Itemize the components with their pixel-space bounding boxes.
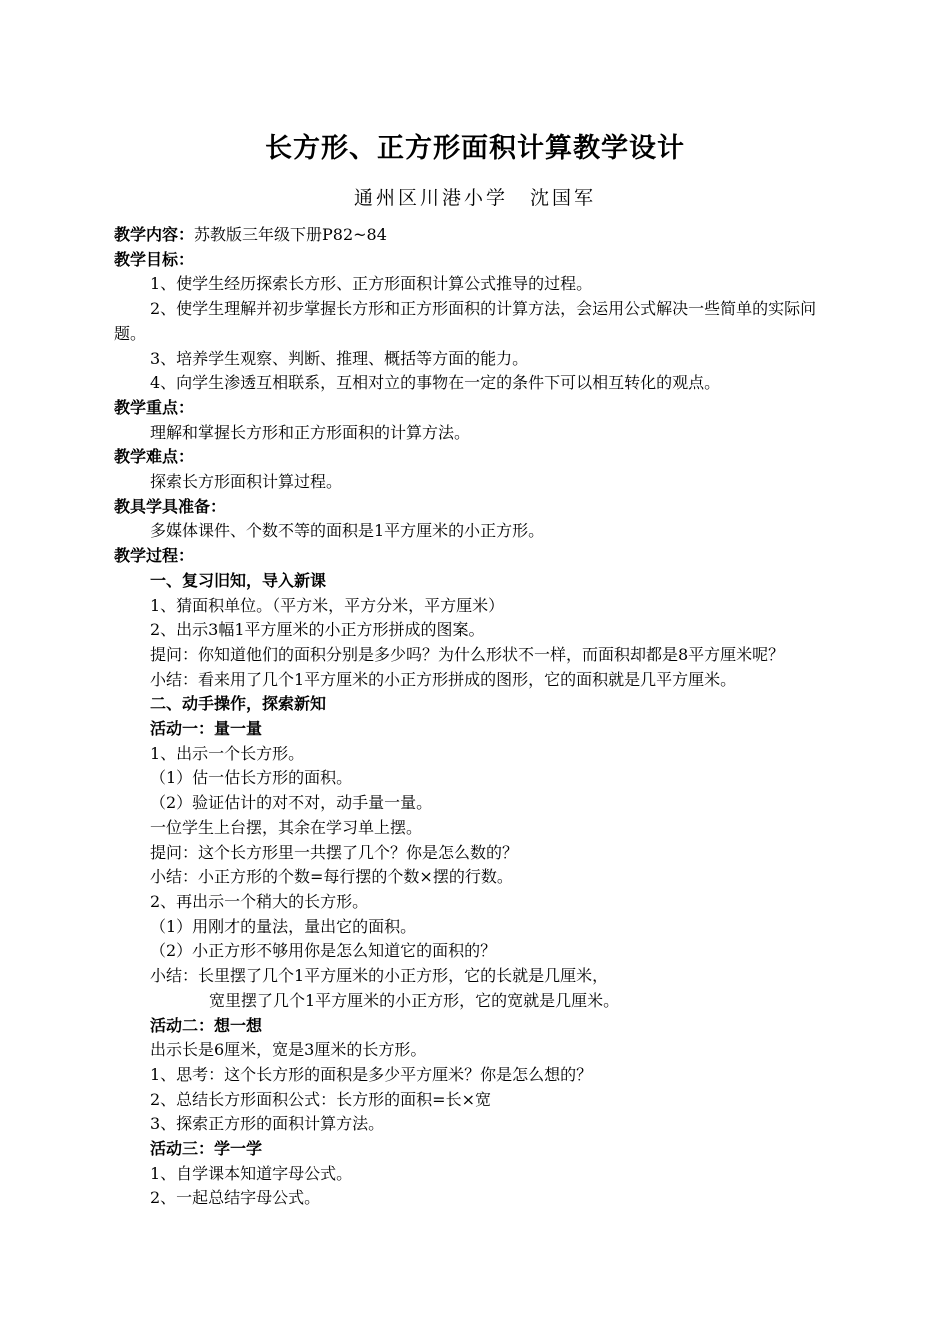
goal-item: 4、向学生渗透互相联系，互相对立的事物在一定的条件下可以相互转化的观点。	[150, 373, 721, 393]
section-1-question: 提问：你知道他们的面积分别是多少吗？为什么形状不一样，而面积却都是8平方厘米呢？	[150, 644, 785, 664]
activity-2-line: 2、总结长方形面积公式：长方形的面积=长×宽	[150, 1089, 491, 1109]
section-1-summary: 小结：看来用了几个1平方厘米的小正方形拼成的图形，它的面积就是几平方厘米。	[150, 669, 737, 689]
author-line: 通州区川港小学 沈国军	[353, 187, 596, 209]
document-title: 长方形、正方形面积计算教学设计	[265, 133, 685, 164]
materials-label: 教具学具准备：	[114, 496, 227, 516]
key-point-text: 理解和掌握长方形和正方形面积的计算方法。	[150, 422, 471, 442]
activity-3-title: 活动三：学一学	[150, 1139, 263, 1159]
activity-1-line: 一位学生上台摆，其余在学习单上摆。	[150, 817, 423, 837]
goal-item: 3、培养学生观察、判断、推理、概括等方面的能力。	[150, 348, 529, 368]
activity-1-line: （2）小正方形不够用你是怎么知道它的面积的？	[150, 941, 497, 961]
activity-2-title: 活动二：想一想	[150, 1015, 263, 1035]
difficulty-text: 探索长方形面积计算过程。	[150, 472, 343, 492]
section-1-line: 2、出示3幅1平方厘米的小正方形拼成的图案。	[150, 620, 485, 640]
materials-text: 多媒体课件、个数不等的面积是1平方厘米的小正方形。	[150, 521, 545, 541]
activity-1-line: 宽里摆了几个1平方厘米的小正方形，它的宽就是几厘米。	[209, 990, 620, 1010]
section-1-title: 一、复习旧知，导入新课	[150, 570, 327, 590]
goals-label: 教学目标：	[114, 249, 195, 269]
section-2-title: 二、动手操作，探索新知	[150, 694, 327, 714]
teaching-content-label: 教学内容：	[114, 225, 195, 244]
activity-1-title: 活动一：量一量	[150, 719, 263, 739]
activity-1-line: 小结：长里摆了几个1平方厘米的小正方形，它的长就是几厘米，	[150, 966, 609, 986]
key-point-label: 教学重点：	[114, 397, 195, 417]
document-body	[114, 223, 844, 1211]
activity-3-line: 2、一起总结字母公式。	[150, 1188, 321, 1208]
activity-1-line: （2）验证估计的对不对，动手量一量。	[150, 793, 433, 813]
activity-1-line: 小结：小正方形的个数=每行摆的个数×摆的行数。	[150, 867, 513, 887]
teaching-content-value: 苏教版三年级下册P82~84	[194, 225, 387, 244]
activity-2-line: 出示长是6厘米，宽是3厘米的长方形。	[150, 1040, 427, 1060]
goal-item: 2、使学生理解并初步掌握长方形和正方形面积的计算方法，会运用公式解决一些简单的实际问题。	[114, 299, 817, 343]
activity-3-line: 1、自学课本知道字母公式。	[150, 1163, 353, 1183]
teaching-content-line	[114, 223, 844, 248]
activity-2-line: 3、探索正方形的面积计算方法。	[150, 1114, 385, 1134]
activity-1-line: 2、再出示一个稍大的长方形。	[150, 891, 369, 911]
activity-1-line: （1）用刚才的量法，量出它的面积。	[150, 916, 417, 936]
section-1-line: 1、猜面积单位。（平方米，平方分米，平方厘米）	[150, 595, 505, 615]
activity-1-line: 提问：这个长方形里一共摆了几个？你是怎么数的？	[150, 842, 519, 862]
difficulty-label: 教学难点：	[114, 447, 195, 467]
process-label: 教学过程：	[114, 546, 195, 566]
activity-2-line: 1、思考：这个长方形的面积是多少平方厘米？你是怎么想的？	[150, 1064, 593, 1084]
activity-1-line: 1、出示一个长方形。	[150, 743, 305, 763]
activity-1-line: （1）估一估长方形的面积。	[150, 768, 353, 788]
goal-item: 1、使学生经历探索长方形、正方形面积计算公式推导的过程。	[150, 274, 593, 294]
